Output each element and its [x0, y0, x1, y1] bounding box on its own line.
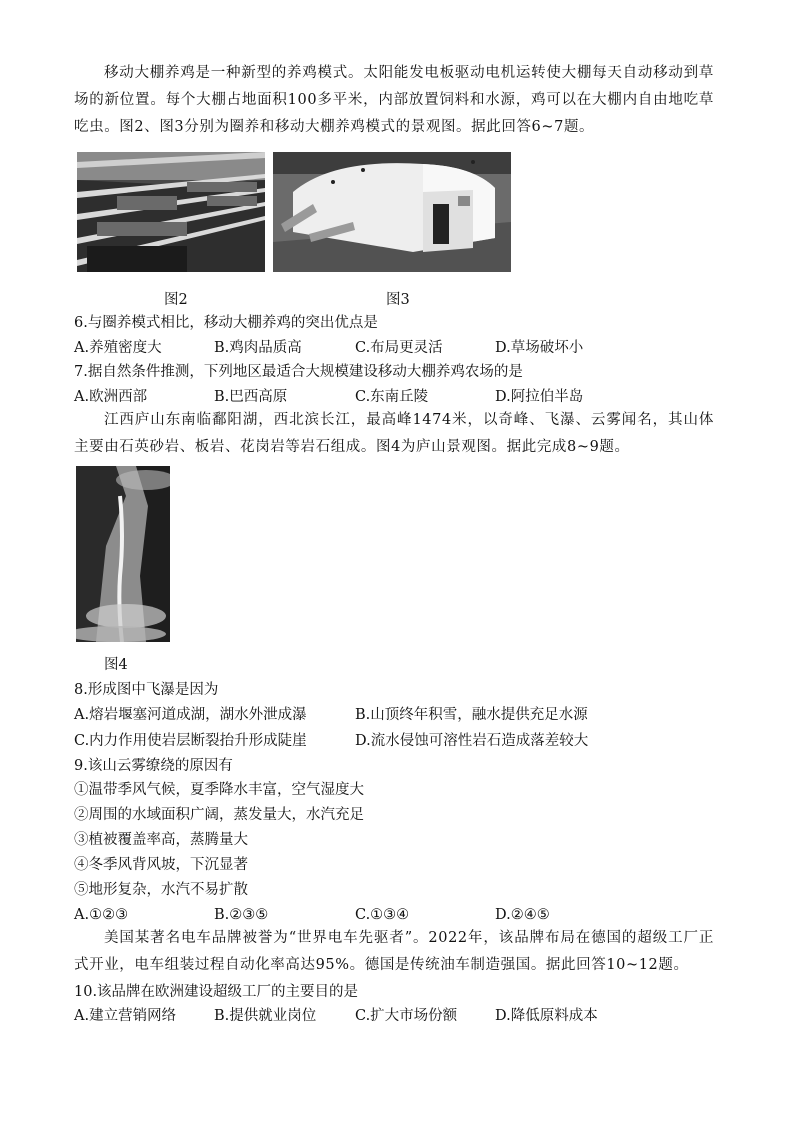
figure-2-caged-chickens-photo [77, 152, 265, 272]
figure-2-caption: 图2 [164, 292, 188, 308]
q7-option-c: C.东南丘陵 [355, 389, 429, 405]
figure-3-caption: 图3 [386, 292, 410, 308]
q6-option-c: C.布局更灵活 [355, 340, 443, 356]
q10-option-b: B.提供就业岗位 [214, 1008, 317, 1024]
q8-option-d: D.流水侵蚀可溶性岩石造成落差较大 [355, 733, 589, 749]
q7-option-d: D.阿拉伯半岛 [495, 389, 584, 405]
q9-option-c: C.①③④ [355, 907, 410, 923]
figure-4-caption: 图4 [104, 657, 128, 673]
q9-option-a: A.①②③ [74, 907, 129, 923]
q8-option-b: B.山顶终年积雪，融水提供充足水源 [355, 707, 588, 723]
passage-lushan: 江西庐山东南临鄱阳湖，西北滨长江，最高峰1474米，以奇峰、飞瀑、云雾闻名，其山体主要由石英砂岩、板岩、花岗岩等岩石组成。图4为庐山景观图。据此完成8~9题。 [74, 412, 714, 455]
q9-item-2: ②周围的水域面积广阔，蒸发量大，水汽充足 [74, 807, 364, 823]
passage-electric-car: 美国某著名电车品牌被誉为“世界电车先驱者”。2022年，该品牌布局在德国的超级工厂正式开业，电车组装过程自动化率高达95%。德国是传统油车制造强国。据此回答10~12题。 [74, 930, 714, 973]
figure-4-waterfall-photo [76, 466, 170, 642]
q9-option-b: B.②③⑤ [214, 907, 269, 923]
q9-item-5: ⑤地形复杂，水汽不易扩散 [74, 882, 248, 898]
q9-item-1: ①温带季风气候，夏季降水丰富，空气湿度大 [74, 782, 364, 798]
passage-poultry: 移动大棚养鸡是一种新型的养鸡模式。太阳能发电板驱动电机运转使大棚每天自动移动到草场的新位置。每个大棚占地面积100多平米，内部放置饲料和水源，鸡可以在大棚内自由地吃草吃虫。图2、图3分别为圈养和移动大棚养鸡模式的景观图。据此回答6~7题。 [74, 65, 714, 135]
question-9-stem: 9.该山云雾缭绕的原因有 [74, 758, 233, 774]
q10-option-d: D.降低原料成本 [495, 1008, 598, 1024]
q9-item-3: ③植被覆盖率高，蒸腾量大 [74, 832, 248, 848]
q6-option-d: D.草场破坏小 [495, 340, 584, 356]
q9-option-d: D.②④⑤ [495, 907, 550, 923]
figure-3-mobile-greenhouse-photo [273, 152, 511, 272]
question-7-stem: 7.据自然条件推测，下列地区最适合大规模建设移动大棚养鸡农场的是 [74, 364, 523, 380]
q10-option-a: A.建立营销网络 [74, 1008, 177, 1024]
question-6-stem: 6.与圈养模式相比，移动大棚养鸡的突出优点是 [74, 315, 378, 331]
q10-option-c: C.扩大市场份额 [355, 1008, 458, 1024]
question-8-stem: 8.形成图中飞瀑是因为 [74, 682, 219, 698]
question-10-stem: 10.该品牌在欧洲建设超级工厂的主要目的是 [74, 984, 359, 1000]
q7-option-a: A.欧洲西部 [74, 389, 148, 405]
q8-option-a: A.熔岩堰塞河道成湖，湖水外泄成瀑 [74, 707, 307, 723]
q7-option-b: B.巴西高原 [214, 389, 288, 405]
q6-option-a: A.养殖密度大 [74, 340, 162, 356]
q9-item-4: ④冬季风背风坡，下沉显著 [74, 857, 248, 873]
q6-option-b: B.鸡肉品质高 [214, 340, 302, 356]
q8-option-c: C.内力作用使岩层断裂抬升形成陡崖 [74, 733, 307, 749]
